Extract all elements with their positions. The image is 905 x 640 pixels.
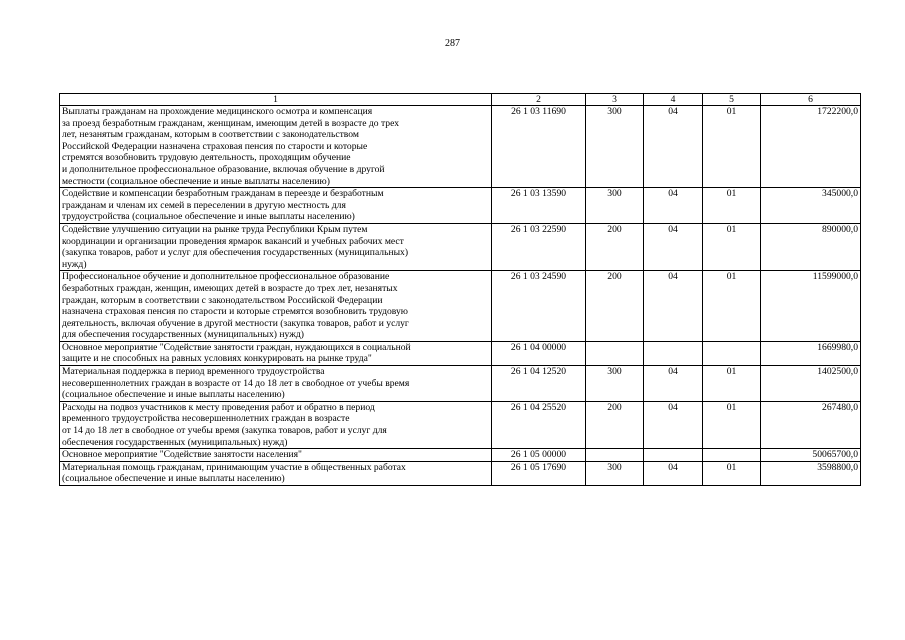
- description-line: защите и не способных на равных условиях конкурировать на рынке труда": [62, 353, 372, 365]
- row-subsection: 01: [703, 401, 761, 448]
- row-expense-type: 300: [586, 366, 644, 402]
- description-line: Основное мероприятие "Содействие занятости граждан, нуждающихся в социальной: [62, 341, 411, 353]
- row-description: [60, 366, 492, 402]
- description-line: Содействие улучшению ситуации на рынке труда Республики Крым путем: [62, 223, 368, 235]
- description-line: для обеспечения государственных (муниципальных) нужд): [62, 329, 304, 341]
- row-expense-type: [586, 341, 644, 365]
- page-number: 287: [445, 38, 460, 49]
- description-line: местности (социальное обеспечение и иные выплаты населению): [62, 175, 330, 187]
- description-line: нужд): [62, 258, 87, 270]
- row-subsection: 01: [703, 188, 761, 224]
- row-description: [60, 106, 492, 188]
- row-amount: 1722200,0: [761, 106, 861, 188]
- description-line: (социальное обеспечение и иные выплаты населению): [62, 473, 285, 485]
- row-subsection: 01: [703, 366, 761, 402]
- row-section: 04: [644, 366, 703, 402]
- row-description: [60, 401, 492, 448]
- row-target-code: 26 1 03 22590: [492, 223, 586, 270]
- row-target-code: 26 1 03 11690: [492, 106, 586, 188]
- row-target-code: 26 1 05 00000: [492, 449, 586, 462]
- description-line: Материальная помощь гражданам, принимающим участие в общественных работах: [62, 461, 406, 473]
- row-expense-type: 200: [586, 271, 644, 342]
- description-line: (социальное обеспечение и иные выплаты населению): [62, 389, 285, 401]
- description-line: деятельность, включая обучение в другой местности (закупка товаров, работ и услуг: [62, 317, 409, 329]
- header-col-5: 5: [703, 94, 761, 106]
- row-expense-type: 200: [586, 401, 644, 448]
- row-section: 04: [644, 106, 703, 188]
- row-target-code: 26 1 03 24590: [492, 271, 586, 342]
- row-target-code: 26 1 05 17690: [492, 461, 586, 485]
- description-line: и дополнительное профессиональное образование, включая обучение в другой: [62, 163, 385, 175]
- description-line: стремятся возобновить трудовую деятельность, проходящим обучение: [62, 152, 351, 164]
- budget-table: [59, 93, 861, 486]
- table-row: [60, 271, 861, 342]
- description-line: от 14 до 18 лет в свободное от учебы время (закупка товаров, работ и услуг для: [62, 425, 387, 437]
- header-col-2: 2: [492, 94, 586, 106]
- row-expense-type: 300: [586, 188, 644, 224]
- row-subsection: 01: [703, 271, 761, 342]
- row-amount: 11599000,0: [761, 271, 861, 342]
- description-line: координации и организации проведения ярмарок вакансий и учебных рабочих мест: [62, 235, 404, 247]
- description-line: временного трудоустройства несовершеннолетних граждан в возрасте: [62, 413, 350, 425]
- row-description: [60, 271, 492, 342]
- row-target-code: 26 1 04 25520: [492, 401, 586, 448]
- description-line: Расходы на подвоз участников к месту проведения работ и обратно в период: [62, 401, 375, 413]
- row-description: [60, 188, 492, 224]
- table-row: [60, 188, 861, 224]
- row-target-code: 26 1 04 12520: [492, 366, 586, 402]
- description-line: обеспечения государственных (муниципальных) нужд): [62, 436, 288, 448]
- row-amount: 1669980,0: [761, 341, 861, 365]
- row-expense-type: [586, 449, 644, 462]
- table-body: [60, 106, 861, 486]
- row-description: [60, 223, 492, 270]
- row-section: 04: [644, 188, 703, 224]
- row-subsection: [703, 449, 761, 462]
- row-section: 04: [644, 223, 703, 270]
- row-amount: 3598800,0: [761, 461, 861, 485]
- table-row: [60, 401, 861, 448]
- description-line: назначена страховая пенсия по старости и которые стремятся возобновить трудовую: [62, 306, 408, 318]
- row-target-code: 26 1 04 00000: [492, 341, 586, 365]
- description-line: трудоустройства (социальное обеспечение и иные выплаты населению): [62, 211, 355, 223]
- header-col-4: 4: [644, 94, 703, 106]
- description-line: Содействие и компенсации безработным гражданам в переезде и безработным: [62, 188, 384, 200]
- table-header-row: [60, 94, 861, 106]
- description-line: лет, незанятым гражданам, которым в соответствии с законодательством: [62, 129, 359, 141]
- table-row: [60, 223, 861, 270]
- description-line: граждан, которым в соответствии с законодательством Российской Федерации: [62, 294, 383, 306]
- table-row: [60, 106, 861, 188]
- table-row: [60, 341, 861, 365]
- row-description: [60, 341, 492, 365]
- description-line: безработных граждан, женщин, имеющих детей в возрасте до трех лет, незанятых: [62, 282, 398, 294]
- description-line: (закупка товаров, работ и услуг для обеспечения государственных (муниципальных): [62, 247, 409, 259]
- row-amount: 267480,0: [761, 401, 861, 448]
- description-line: несовершеннолетних граждан в возрасте от 14 до 18 лет в свободное от учебы время: [62, 377, 410, 389]
- table-row: [60, 461, 861, 485]
- description-line: Российской Федерации назначена страховая пенсия по старости и которые: [62, 140, 368, 152]
- description-line: Выплаты гражданам на прохождение медицинского осмотра и компенсация: [62, 106, 373, 117]
- header-col-3: 3: [586, 94, 644, 106]
- row-subsection: [703, 341, 761, 365]
- row-section: [644, 341, 703, 365]
- row-amount: 345000,0: [761, 188, 861, 224]
- description-line: гражданам и членам их семей в переселении в другую местность для: [62, 199, 346, 211]
- row-subsection: 01: [703, 223, 761, 270]
- table-row: [60, 449, 861, 462]
- row-expense-type: 300: [586, 461, 644, 485]
- description-line: за проезд безработным гражданам, женщинам, имеющим детей в возрасте до трех: [62, 117, 400, 129]
- row-description: [60, 461, 492, 485]
- header-col-1: 1: [60, 94, 492, 106]
- row-target-code: 26 1 03 13590: [492, 188, 586, 224]
- header-col-6: 6: [761, 94, 861, 106]
- row-amount: 890000,0: [761, 223, 861, 270]
- row-expense-type: 300: [586, 106, 644, 188]
- row-section: 04: [644, 401, 703, 448]
- row-amount: 50065700,0: [761, 449, 861, 462]
- row-subsection: 01: [703, 106, 761, 188]
- description-line: Основное мероприятие "Содействие занятости населения": [62, 449, 302, 461]
- row-section: 04: [644, 461, 703, 485]
- row-expense-type: 200: [586, 223, 644, 270]
- row-section: 04: [644, 271, 703, 342]
- row-subsection: 01: [703, 461, 761, 485]
- table-row: [60, 366, 861, 402]
- row-section: [644, 449, 703, 462]
- row-description: [60, 449, 492, 462]
- description-line: Материальная поддержка в период временного трудоустройства: [62, 366, 325, 378]
- description-line: Профессиональное обучение и дополнительное профессиональное образование: [62, 271, 390, 283]
- row-amount: 1402500,0: [761, 366, 861, 402]
